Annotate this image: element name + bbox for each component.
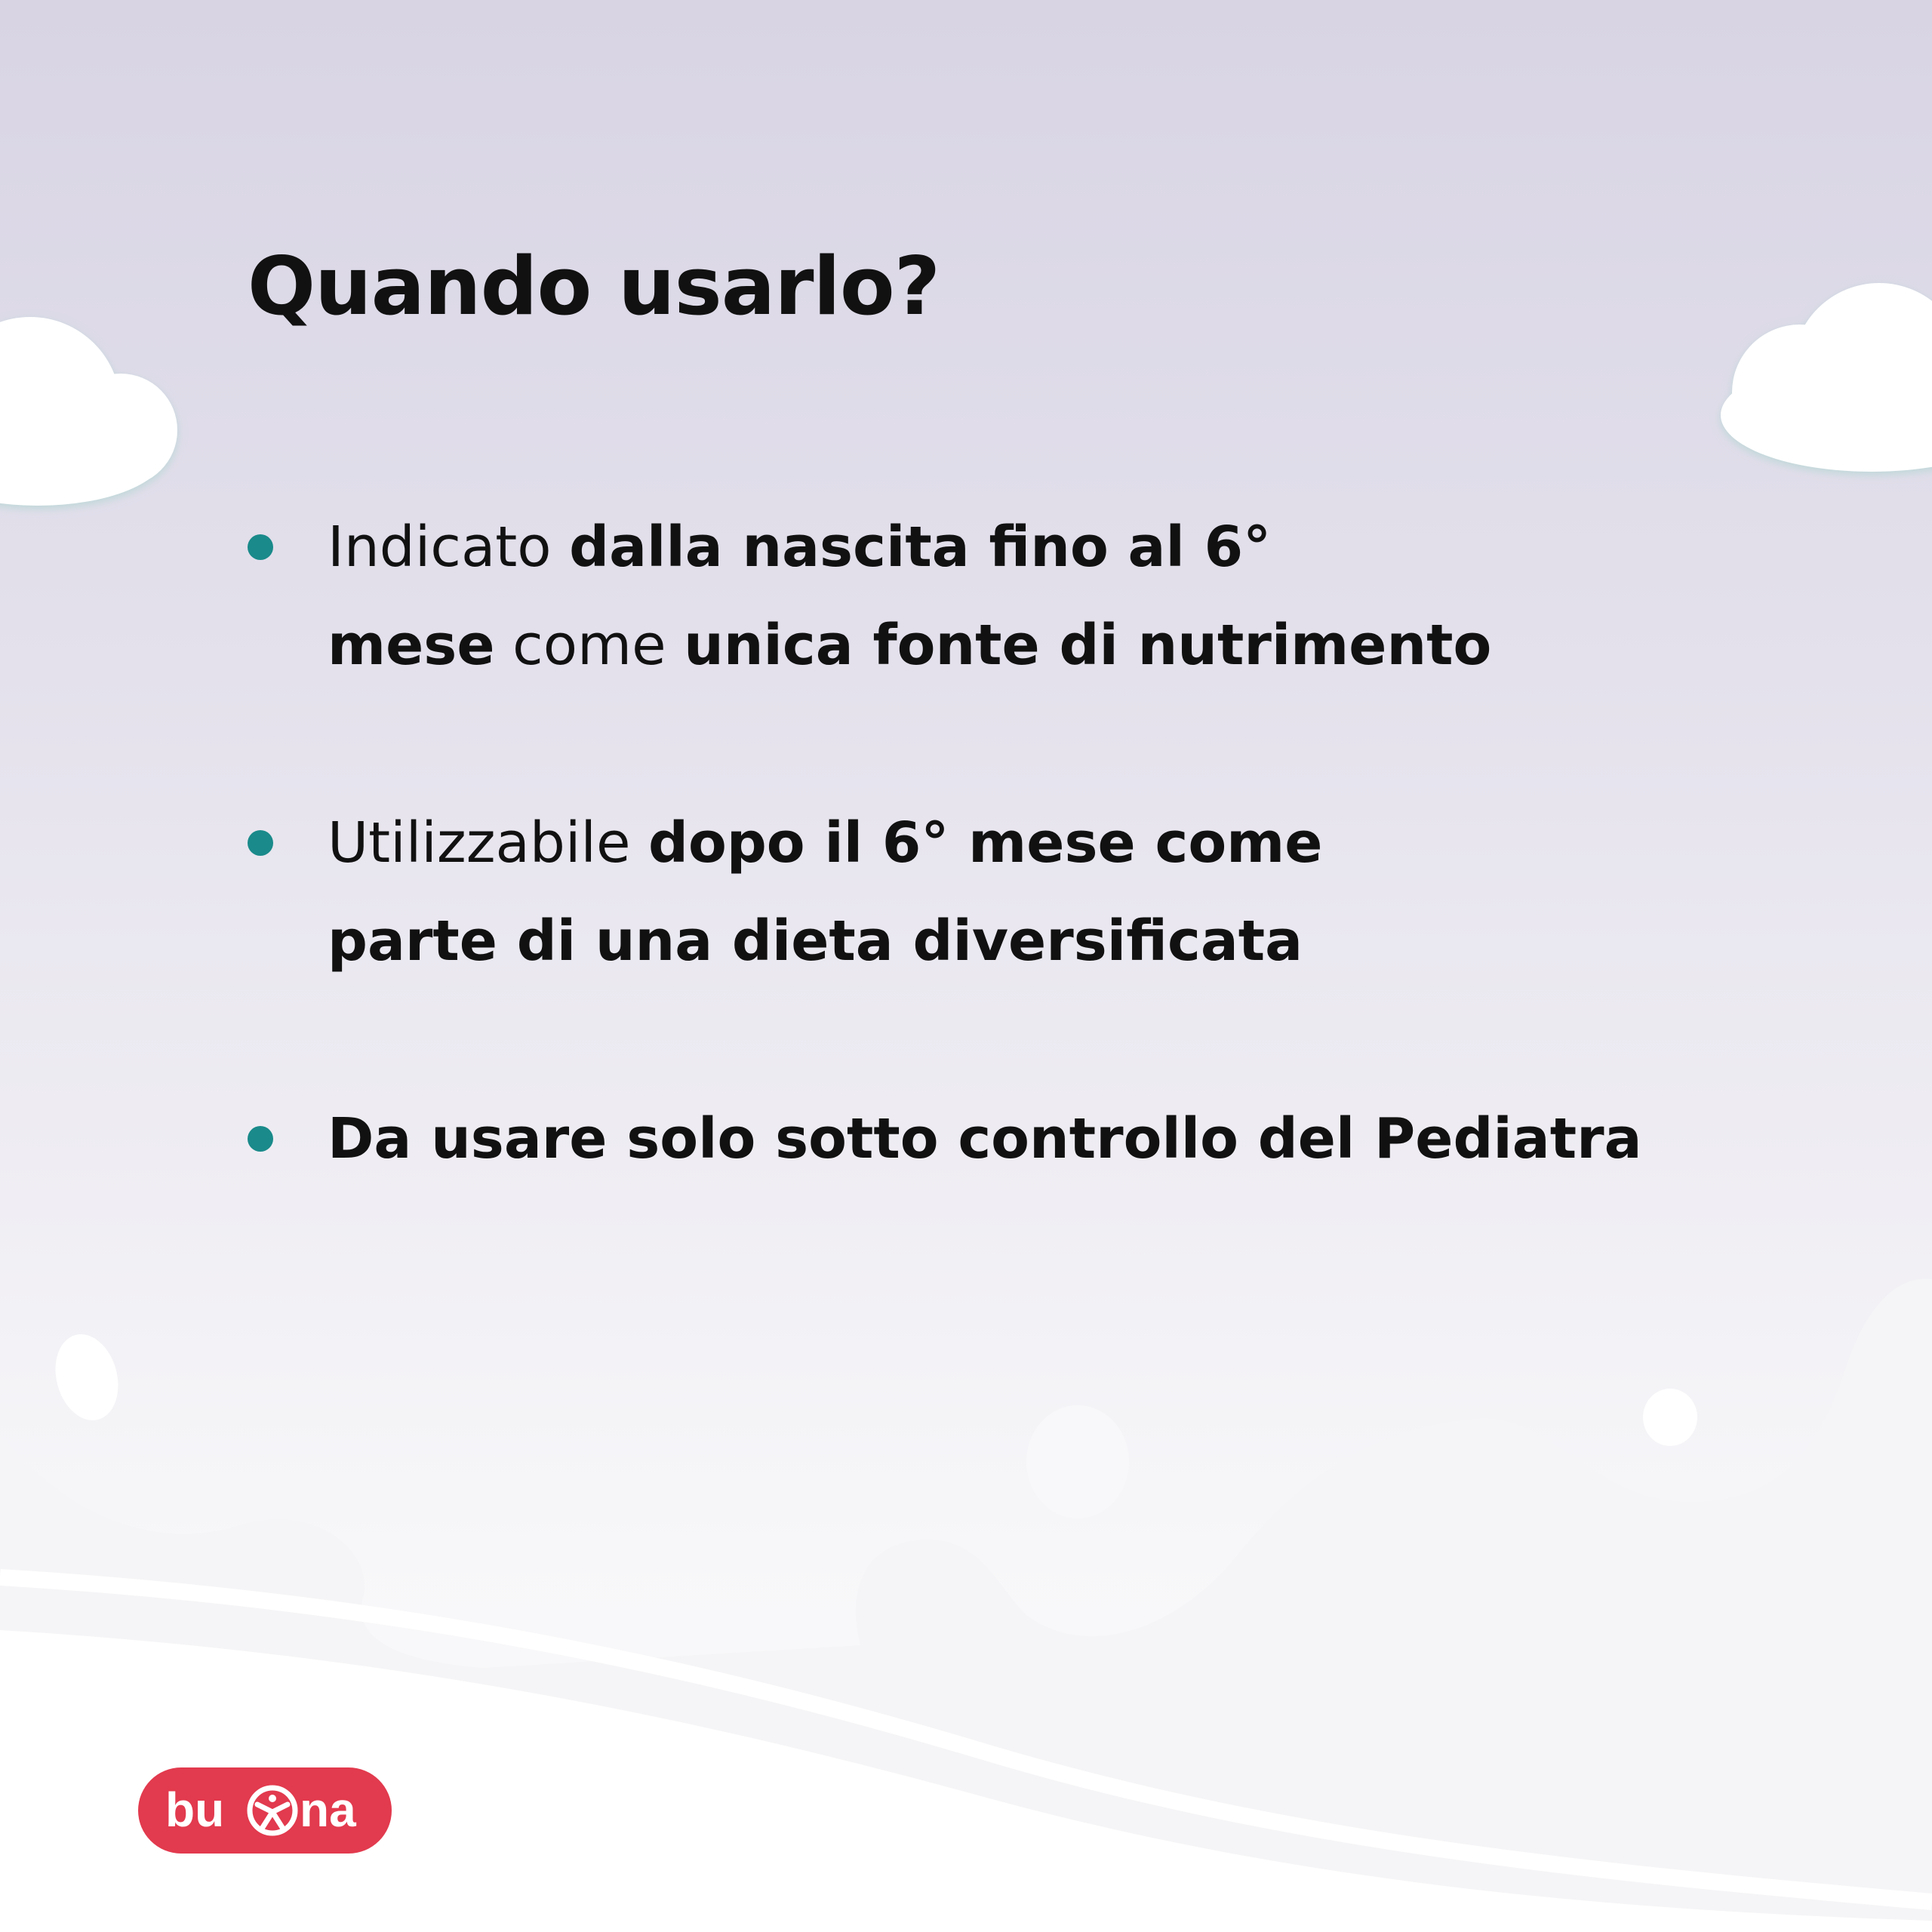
bullet-text-bold: dopo il 6° mese come <box>648 811 1323 875</box>
cloud-right <box>1721 283 1932 472</box>
bullet-text-bold: unica fonte di nutrimento <box>684 613 1492 678</box>
bullet-text-bold: Da usare solo sotto controllo del Pediatra <box>328 1106 1642 1171</box>
list-item <box>248 498 1681 694</box>
bullet-text-bold: dalla nascita fino al 6° <box>569 515 1272 580</box>
cloud-left <box>0 317 177 506</box>
bullet-text-normal: Utilizzabile <box>328 811 649 875</box>
list-item <box>248 1090 1681 1188</box>
buona-logo <box>138 1767 392 1854</box>
svg-text:na: na <box>300 1783 356 1837</box>
bullet-dot-icon <box>248 830 273 856</box>
bullet-line <box>328 596 1681 694</box>
bullet-text-normal: come <box>494 613 685 678</box>
page-title: Quando usarlo? <box>248 240 940 333</box>
bullet-line <box>328 1090 1681 1188</box>
bullet-text-bold: mese <box>328 613 495 678</box>
milk-drop-1 <box>46 1327 127 1428</box>
bullet-dot-icon <box>248 1126 273 1152</box>
svg-text:bu: bu <box>165 1783 225 1837</box>
milk-drop-2 <box>1026 1405 1129 1518</box>
buona-logo-mark <box>159 1777 371 1844</box>
bullet-line <box>328 794 1681 892</box>
bullet-line <box>328 498 1681 596</box>
milk-drop-3 <box>1643 1389 1697 1446</box>
list-item <box>248 794 1681 990</box>
bullet-dot-icon <box>248 534 273 560</box>
bullet-text-normal: Indicato <box>328 515 570 580</box>
bullet-list <box>248 498 1681 1188</box>
bullet-line <box>328 892 1681 990</box>
bullet-text-bold: parte di una dieta diversificata <box>328 909 1303 974</box>
